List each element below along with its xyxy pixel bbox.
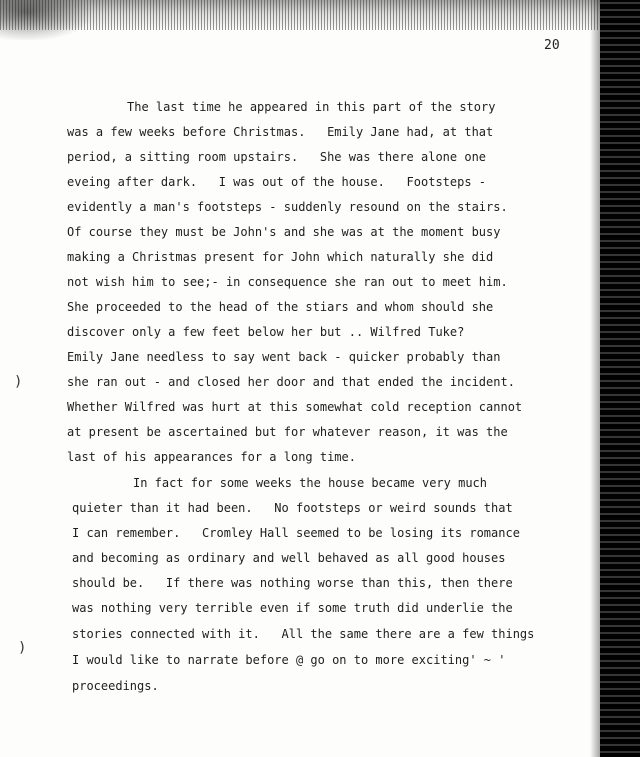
text-line: eveing after dark. I was out of the house. Footsteps - xyxy=(67,175,487,189)
text-line: Emily Jane needless to say went back - quicker probably than xyxy=(67,350,501,364)
text-line: discover only a few feet below her but .. Wilfred Tuke? xyxy=(67,325,465,339)
text-line: not wish him to see;- in consequence she ran out to meet him. xyxy=(67,275,508,289)
text-line: I would like to narrate before @ go on to more exciting' ~ ' xyxy=(72,653,506,667)
text-line: at present be ascertained but for whatever reason, it was the xyxy=(67,425,508,439)
scan-smudge-top-left xyxy=(0,0,90,40)
text-line: She proceeded to the head of the stiars and whom should she xyxy=(67,300,494,314)
margin-mark: ) xyxy=(14,374,23,390)
text-line: evidently a man's footsteps - suddenly resound on the stairs. xyxy=(67,200,508,214)
text-line: was a few weeks before Christmas. Emily Jane had, at that xyxy=(67,125,494,139)
text-line: and becoming as ordinary and well behaved as all good houses xyxy=(72,551,506,565)
text-line: proceedings. xyxy=(72,679,159,693)
text-line: Whether Wilfred was hurt at this somewhat cold reception cannot xyxy=(67,400,523,414)
text-line: I can remember. Cromley Hall seemed to be losing its romance xyxy=(72,526,520,540)
text-line: last of his appearances for a long time. xyxy=(67,450,356,464)
text-line: making a Christmas present for John which naturally she did xyxy=(67,250,494,264)
scan-border-right xyxy=(600,0,640,757)
text-line: stories connected with it. All the same there are a few things xyxy=(72,627,535,641)
text-line: In fact for some weeks the house became very much xyxy=(133,476,488,490)
text-line: period, a sitting room upstairs. She was there alone one xyxy=(67,150,487,164)
text-line: quieter than it had been. No footsteps or weird sounds that xyxy=(72,501,513,515)
text-line: she ran out - and closed her door and that ended the incident. xyxy=(67,375,515,389)
margin-mark: ) xyxy=(18,640,27,656)
page-number: 20 xyxy=(544,38,560,53)
scan-shadow-right xyxy=(590,0,600,757)
text-line: Of course they must be John's and she was at the moment busy xyxy=(67,225,501,239)
text-line: was nothing very terrible even if some truth did underlie the xyxy=(72,601,513,615)
scan-noise-top xyxy=(0,0,600,30)
text-line: The last time he appeared in this part of the story xyxy=(127,100,496,114)
text-line: should be. If there was nothing worse than this, then there xyxy=(72,576,513,590)
